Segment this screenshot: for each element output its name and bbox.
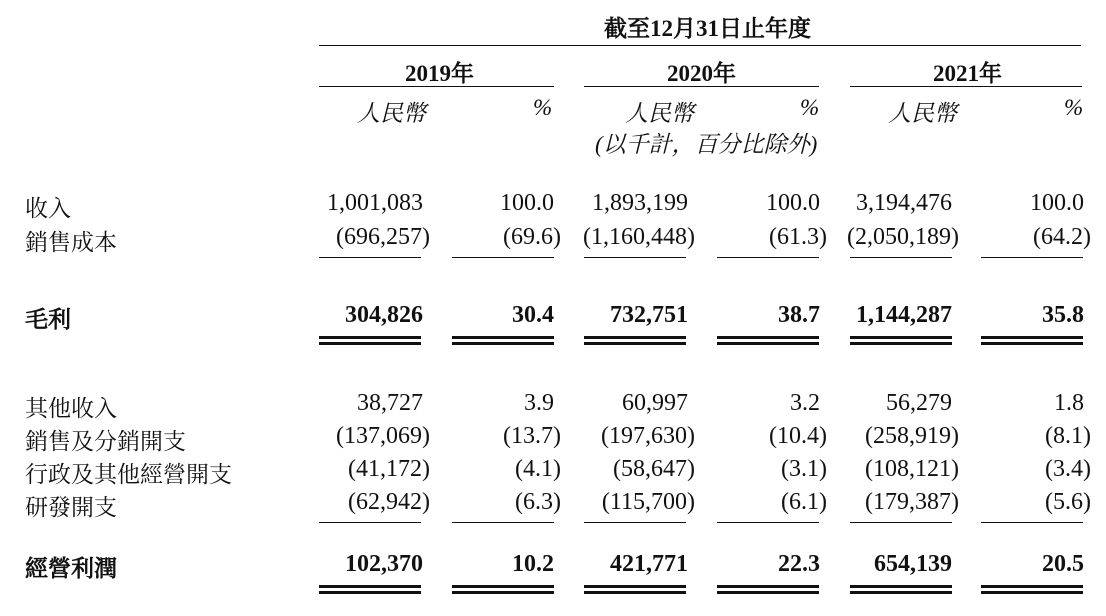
value-2021-rmb: 1,144,287 xyxy=(856,302,952,328)
year-rule-2021 xyxy=(850,86,1082,87)
value-2020-rmb: 1,893,199 xyxy=(592,190,688,216)
subtotal-rule xyxy=(717,257,819,258)
period-header: 截至12月31日止年度 xyxy=(604,16,811,41)
value-2021-pct: 100.0 xyxy=(1030,190,1084,216)
row-label: 研發開支 xyxy=(25,495,117,520)
row-label: 收入 xyxy=(25,196,71,221)
value-2020-rmb: 421,771 xyxy=(610,551,688,577)
value-2020-pct: (3.1) xyxy=(781,456,827,482)
value-2021-pct: 35.8 xyxy=(1042,302,1084,328)
value-2019-pct: 100.0 xyxy=(500,190,554,216)
value-2019-pct: (13.7) xyxy=(503,423,561,449)
total-rule xyxy=(717,342,819,345)
value-2019-pct: 30.4 xyxy=(512,302,554,328)
value-2019-rmb: 304,826 xyxy=(345,302,423,328)
value-2019-rmb: 1,001,083 xyxy=(327,190,423,216)
value-2019-pct: (69.6) xyxy=(503,224,561,250)
total-rule xyxy=(584,336,686,339)
value-2020-rmb: (115,700) xyxy=(601,489,695,515)
subtotal-rule xyxy=(850,257,952,258)
value-2019-rmb: (62,942) xyxy=(348,489,430,515)
total-rule xyxy=(452,591,554,594)
total-rule xyxy=(717,336,819,339)
total-rule xyxy=(452,336,554,339)
total-rule xyxy=(452,342,554,345)
total-rule xyxy=(584,591,686,594)
value-2019-rmb: (137,069) xyxy=(336,423,430,449)
value-2021-rmb: 56,279 xyxy=(886,390,952,416)
row-label: 行政及其他經營開支 xyxy=(25,462,232,487)
subtotal-rule xyxy=(981,257,1083,258)
unit-percent-2020: % xyxy=(800,95,820,120)
value-2019-rmb: (41,172) xyxy=(348,456,430,482)
total-rule xyxy=(319,342,421,345)
value-2020-rmb: (1,160,448) xyxy=(583,224,695,250)
total-rule xyxy=(319,336,421,339)
year-header-2021: 2021年 xyxy=(933,61,1002,86)
value-2021-pct: (5.6) xyxy=(1045,489,1091,515)
subtotal-rule xyxy=(452,522,554,523)
header-rule xyxy=(319,45,1081,46)
total-rule xyxy=(850,585,952,588)
total-rule xyxy=(981,336,1083,339)
value-2020-rmb: (197,630) xyxy=(601,423,695,449)
total-rule xyxy=(584,342,686,345)
value-2020-rmb: 732,751 xyxy=(610,302,688,328)
subtotal-rule xyxy=(717,522,819,523)
row-label: 銷售成本 xyxy=(25,230,117,255)
value-2021-rmb: (258,919) xyxy=(865,423,959,449)
value-2020-rmb: 60,997 xyxy=(622,390,688,416)
total-rule xyxy=(981,342,1083,345)
subtotal-rule xyxy=(584,257,686,258)
value-2019-rmb: 38,727 xyxy=(357,390,423,416)
total-rule xyxy=(850,342,952,345)
value-2021-rmb: (2,050,189) xyxy=(847,224,959,250)
year-rule-2020 xyxy=(584,86,819,87)
value-2020-pct: 3.2 xyxy=(790,390,820,416)
value-2021-pct: 20.5 xyxy=(1042,551,1084,577)
value-2021-rmb: (108,121) xyxy=(865,456,959,482)
value-2019-pct: (4.1) xyxy=(515,456,561,482)
total-rule xyxy=(452,585,554,588)
unit-currency-2021: 人民幣 xyxy=(888,101,957,126)
value-2019-pct: (6.3) xyxy=(515,489,561,515)
total-rule xyxy=(981,591,1083,594)
year-header-2020: 2020年 xyxy=(667,61,736,86)
row-label: 其他收入 xyxy=(25,396,117,421)
unit-currency-2019: 人民幣 xyxy=(357,101,426,126)
year-header-2019: 2019年 xyxy=(405,61,474,86)
subtotal-rule xyxy=(584,522,686,523)
subtotal-rule xyxy=(850,522,952,523)
row-label: 銷售及分銷開支 xyxy=(25,429,186,454)
row-label: 毛利 xyxy=(25,307,71,332)
value-2019-rmb: 102,370 xyxy=(345,551,423,577)
row-label: 經營利潤 xyxy=(25,556,117,581)
value-2021-pct: (64.2) xyxy=(1033,224,1091,250)
value-2020-rmb: (58,647) xyxy=(613,456,695,482)
subtotal-rule xyxy=(319,257,421,258)
value-2021-pct: (8.1) xyxy=(1045,423,1091,449)
value-2020-pct: 22.3 xyxy=(778,551,820,577)
value-2020-pct: 38.7 xyxy=(778,302,820,328)
subtotal-rule xyxy=(452,257,554,258)
value-2021-rmb: 654,139 xyxy=(874,551,952,577)
subtotal-rule xyxy=(319,522,421,523)
value-2019-pct: 10.2 xyxy=(512,551,554,577)
value-2020-pct: 100.0 xyxy=(766,190,820,216)
unit-percent-2019: % xyxy=(533,95,553,120)
unit-note: (以千計，百分比除外) xyxy=(595,132,818,157)
value-2020-pct: (61.3) xyxy=(769,224,827,250)
total-rule xyxy=(717,585,819,588)
value-2021-pct: 1.8 xyxy=(1054,390,1084,416)
unit-percent-2021: % xyxy=(1064,95,1084,120)
total-rule xyxy=(850,336,952,339)
total-rule xyxy=(981,585,1083,588)
value-2021-pct: (3.4) xyxy=(1045,456,1091,482)
total-rule xyxy=(319,585,421,588)
year-rule-2019 xyxy=(319,86,554,87)
value-2019-rmb: (696,257) xyxy=(336,224,430,250)
value-2020-pct: (6.1) xyxy=(781,489,827,515)
total-rule xyxy=(717,591,819,594)
total-rule xyxy=(850,591,952,594)
total-rule xyxy=(319,591,421,594)
value-2021-rmb: 3,194,476 xyxy=(856,190,952,216)
subtotal-rule xyxy=(981,522,1083,523)
total-rule xyxy=(584,585,686,588)
value-2021-rmb: (179,387) xyxy=(865,489,959,515)
value-2020-pct: (10.4) xyxy=(769,423,827,449)
unit-currency-2020: 人民幣 xyxy=(625,101,694,126)
value-2019-pct: 3.9 xyxy=(524,390,554,416)
